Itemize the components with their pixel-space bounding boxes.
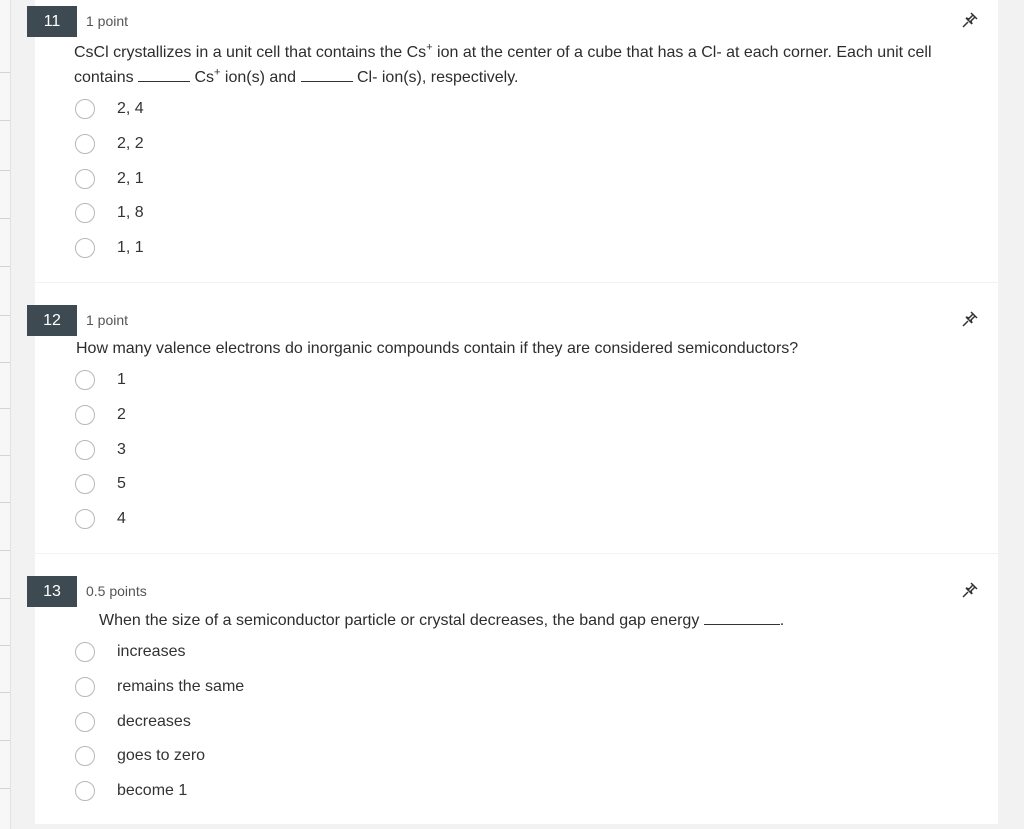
radio-button[interactable] [75, 169, 95, 189]
radio-button[interactable] [75, 405, 95, 425]
gutter-tick [0, 266, 10, 267]
gutter-tick [0, 550, 10, 551]
option-label: 5 [117, 475, 126, 492]
question-points: 1 point [86, 13, 129, 29]
radio-button[interactable] [75, 370, 95, 390]
radio-button[interactable] [75, 474, 95, 494]
question-text-part: Cs [190, 69, 215, 86]
option-label: 3 [117, 441, 126, 458]
pin-icon[interactable] [960, 309, 980, 329]
question-text [99, 608, 989, 633]
option-label: increases [117, 643, 186, 660]
answer-option[interactable] [74, 779, 187, 803]
question-text-part: When the size of a semiconductor particle or crystal decreases, the band gap energy [99, 612, 704, 629]
option-label: goes to zero [117, 747, 206, 764]
question-text-part: ion at the center of a cube that has a Cl- at each corner. Each unit cell [432, 44, 932, 61]
radio-button[interactable] [75, 238, 95, 258]
gutter-tick [0, 645, 10, 646]
pin-icon[interactable] [960, 10, 980, 30]
answer-option[interactable] [74, 368, 126, 392]
question-text-part: . [779, 612, 785, 629]
question-text-part: Cl- ion(s), respectively. [352, 69, 519, 86]
answer-option[interactable] [74, 675, 244, 699]
radio-button[interactable] [75, 642, 95, 662]
radio-button[interactable] [75, 203, 95, 223]
radio-button[interactable] [75, 781, 95, 801]
option-label: 1, 1 [117, 239, 144, 256]
answer-blank [704, 608, 780, 625]
question-number: 12 [27, 305, 77, 336]
question-number: 11 [27, 6, 77, 37]
option-label: 2, 2 [117, 135, 144, 152]
superscript: + [214, 66, 221, 79]
answer-option[interactable] [74, 403, 126, 427]
question-text-part: contains [74, 69, 139, 86]
answer-option[interactable] [74, 640, 185, 664]
option-label: 1 [117, 371, 126, 388]
gutter-tick [0, 362, 10, 363]
answer-option[interactable] [74, 97, 144, 121]
gutter-tick [0, 598, 10, 599]
radio-button[interactable] [75, 440, 95, 460]
radio-button[interactable] [75, 746, 95, 766]
answer-blank [138, 65, 190, 82]
gutter-tick [0, 170, 10, 171]
answer-option[interactable] [74, 167, 144, 191]
radio-button[interactable] [75, 712, 95, 732]
question-text-part: ion(s) and [220, 69, 301, 86]
radio-button[interactable] [75, 509, 95, 529]
question-number: 13 [27, 576, 77, 607]
superscript: + [426, 41, 433, 54]
answer-option[interactable] [74, 507, 126, 531]
question-text: How many valence electrons do inorganic compounds contain if they are considered semiconductors? [76, 340, 799, 357]
option-label: 1, 8 [117, 204, 144, 221]
left-gutter [0, 0, 11, 829]
question-card-12 [35, 283, 998, 553]
gutter-tick [0, 408, 10, 409]
gutter-tick [0, 788, 10, 789]
answer-option[interactable] [74, 710, 191, 734]
question-text [74, 41, 964, 90]
gutter-tick [0, 455, 10, 456]
option-label: remains the same [117, 678, 245, 695]
answer-option[interactable] [74, 236, 144, 260]
answer-option[interactable] [74, 438, 126, 462]
gutter-tick [0, 72, 10, 73]
option-label: become 1 [117, 782, 188, 799]
option-label: 2, 1 [117, 170, 144, 187]
option-label: decreases [117, 713, 191, 730]
answer-option[interactable] [74, 132, 144, 156]
radio-button[interactable] [75, 677, 95, 697]
question-points: 0.5 points [86, 583, 147, 599]
gutter-tick [0, 120, 10, 121]
radio-button[interactable] [75, 134, 95, 154]
gutter-tick [0, 315, 10, 316]
radio-button[interactable] [75, 99, 95, 119]
gutter-tick [0, 502, 10, 503]
option-label: 4 [117, 510, 126, 527]
answer-blank [301, 65, 353, 82]
option-label: 2 [117, 406, 126, 423]
gutter-tick [0, 218, 10, 219]
gutter-tick [0, 740, 10, 741]
question-text-part: CsCl crystallizes in a unit cell that contains the Cs [74, 44, 427, 61]
answer-option[interactable] [74, 744, 205, 768]
gutter-tick [0, 692, 10, 693]
option-label: 2, 4 [117, 100, 144, 117]
pin-icon[interactable] [960, 580, 980, 600]
answer-option[interactable] [74, 472, 126, 496]
question-points: 1 point [86, 312, 129, 328]
answer-option[interactable] [74, 201, 144, 225]
